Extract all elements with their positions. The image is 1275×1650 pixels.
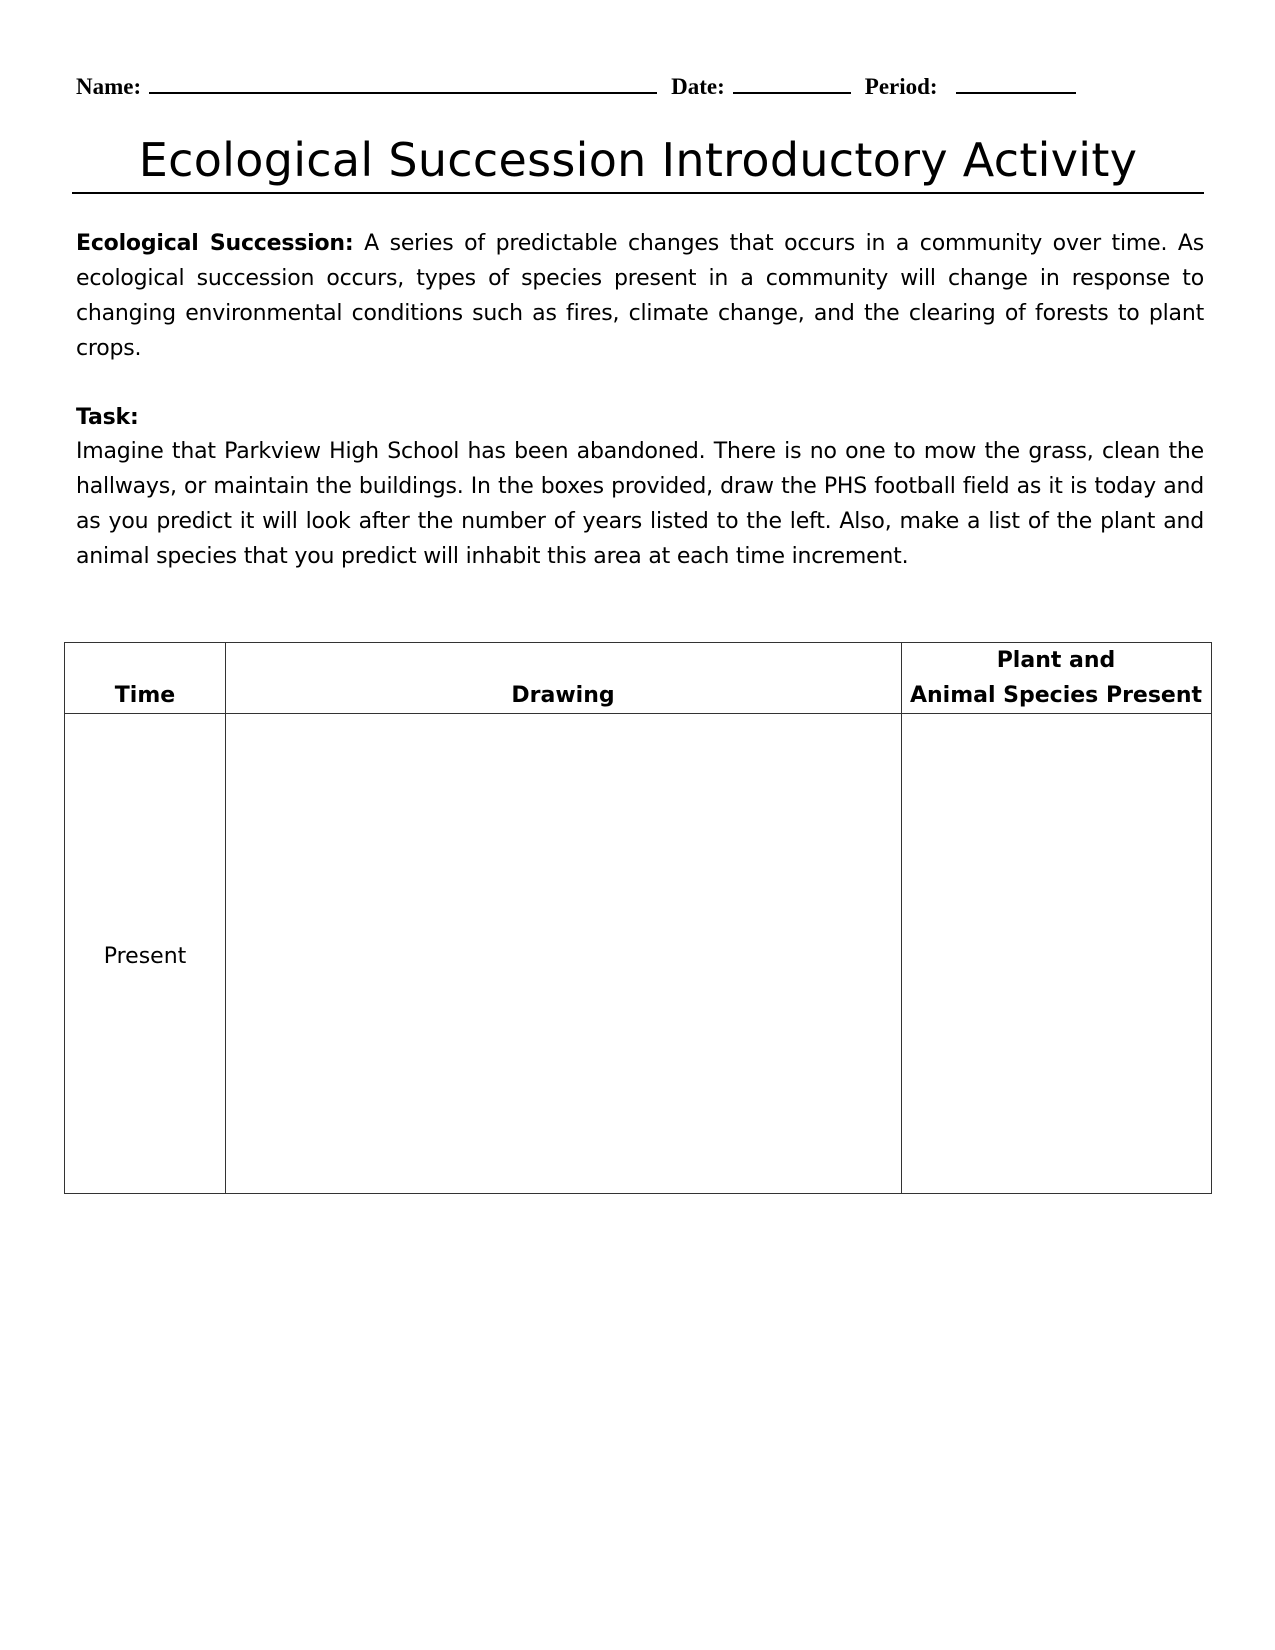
name-blank[interactable]	[149, 74, 657, 94]
task-paragraph: Imagine that Parkview High School has been abandoned. There is no one to mow the grass, clean the hallways, or maintain the buildings. In the boxes provided, draw the PHS football field as it is today and as you predict it will look after the number of years listed to the left. Also, make a list of the plant and animal species that you predict will inhabit this area at each time increment.	[76, 439, 1204, 569]
time-cell-present: Present	[103, 944, 187, 969]
table-column-divider	[901, 643, 902, 1193]
definition-term: Ecological Succession:	[76, 231, 354, 256]
period-label: Period:	[864, 74, 938, 99]
date-blank[interactable]	[733, 74, 851, 94]
species-column-header	[901, 643, 1211, 713]
table-column-divider	[225, 643, 226, 1193]
drawing-column-header: Drawing	[511, 683, 615, 708]
task-label: Task:	[76, 405, 139, 430]
species-header-line1: Plant and	[996, 648, 1116, 673]
definition-paragraph	[76, 226, 1204, 366]
name-label: Name:	[76, 74, 142, 99]
time-column-header: Time	[114, 683, 176, 708]
species-header-line2: Animal Species Present	[909, 683, 1203, 708]
date-label: Date:	[671, 74, 725, 99]
drawing-cell-present[interactable]	[227, 715, 899, 1193]
table-header-divider	[65, 713, 1211, 714]
definition-text: A series of predictable changes that occurs in a community over time. As ecological succession occurs, types of species present in a community will change in response to changing environmental conditions such as fires, climate change, and the clearing of forests to plant crops.	[76, 231, 1204, 361]
student-info-line	[76, 74, 1076, 100]
species-cell-present[interactable]	[903, 715, 1211, 1193]
task-heading	[76, 400, 1204, 435]
page-title: Ecological Succession Introductory Activity	[72, 128, 1204, 194]
succession-table	[64, 642, 1212, 1194]
period-blank[interactable]	[956, 74, 1076, 94]
